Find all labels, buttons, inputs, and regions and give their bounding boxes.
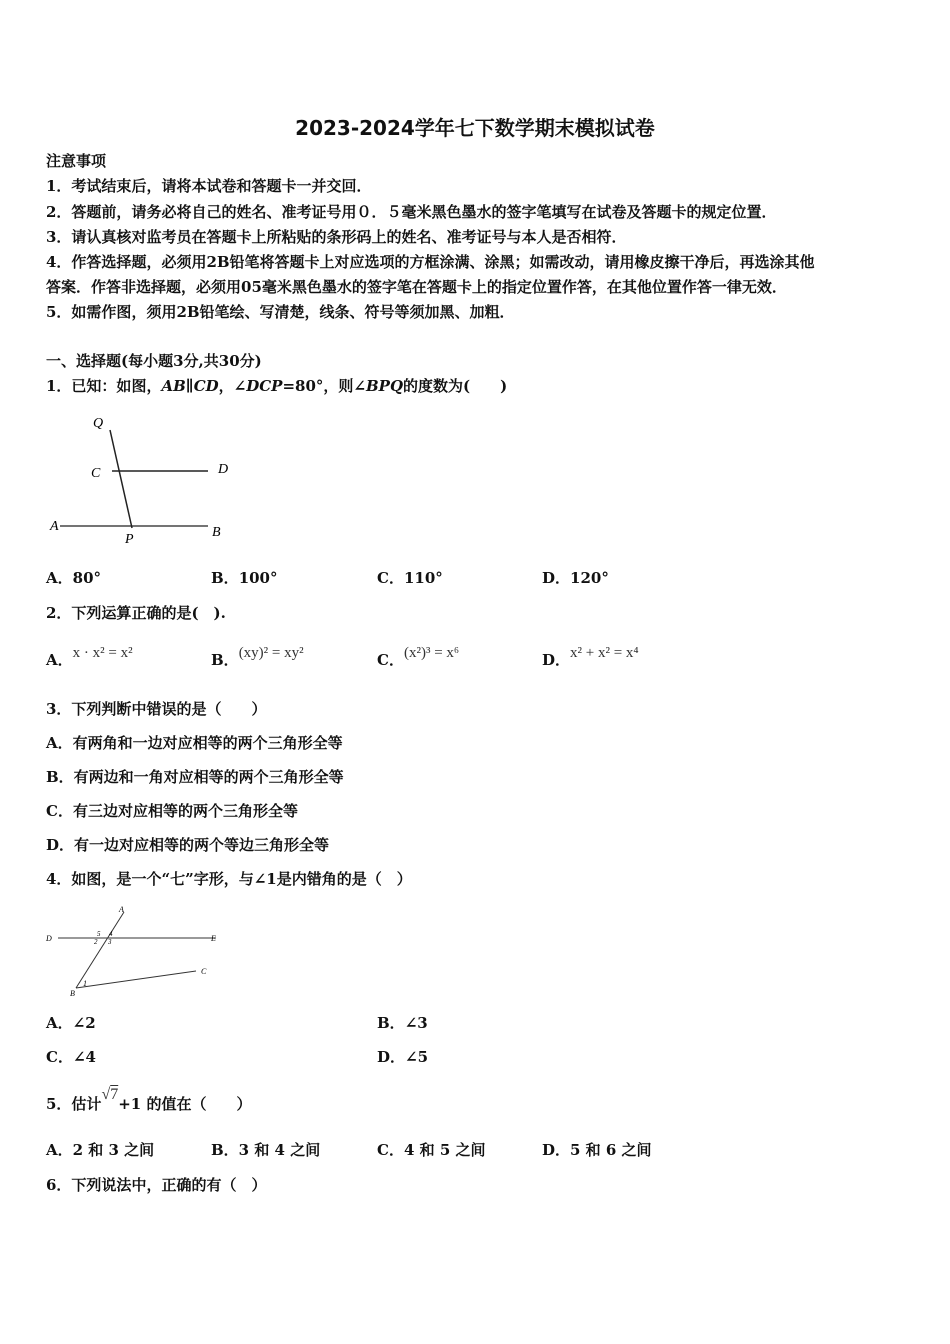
q4-label-1: 1: [83, 979, 87, 988]
q2-option-b[interactable]: B．(xy)² = xy²: [211, 645, 304, 669]
q1-label-d: D: [218, 462, 229, 477]
q1-stem: 1．已知：如图，AB∥CD，∠DCP=80°，则∠BPQ的度数为( ): [46, 377, 508, 395]
q5-option-c[interactable]: C．4 和 5 之间: [377, 1141, 486, 1159]
q4-label-a: A: [119, 905, 124, 914]
q4-label-e: E: [211, 934, 216, 943]
section-heading: 一、选择题(每小题3分,共30分): [46, 352, 262, 370]
q4-option-c[interactable]: C．∠4: [46, 1048, 96, 1066]
q6-stem: 6．下列说法中，正确的有（ ）: [46, 1176, 267, 1194]
q3-option-c[interactable]: C．有三边对应相等的两个三角形全等: [46, 802, 298, 820]
notice-line-4: 4．作答选择题，必须用2B铅笔将答题卡上对应选项的方框涂满、涂黑；如需改动，请用橡皮擦干净后，再选涂其他: [46, 253, 815, 271]
q2-option-c[interactable]: C．(x²)³ = x⁶: [377, 645, 460, 669]
q4-line-bc: [76, 971, 196, 988]
notice-line-5: 答案．作答非选择题，必须用05毫米黑色墨水的签字笔在答题卡上的指定位置作答，在其他位置作答一律无效．: [46, 278, 787, 296]
q2-stem: 2．下列运算正确的是( ).: [46, 604, 226, 622]
q4-option-a[interactable]: A．∠2: [46, 1014, 96, 1032]
q4-line-ab: [76, 912, 124, 988]
q5-stem: 5．估计√7+1 的值在（ ）: [46, 1086, 252, 1113]
q1-label-c: C: [91, 466, 101, 481]
notice-line-3: 3．请认真核对监考员在答题卡上所粘贴的条形码上的姓名、准考证号与本人是否相符．: [46, 228, 627, 246]
q1-option-c[interactable]: C．110°: [377, 569, 443, 587]
q4-label-d: D: [46, 934, 52, 943]
q1-label-a: A: [50, 519, 59, 534]
q5-option-a[interactable]: A．2 和 3 之间: [46, 1141, 155, 1159]
q4-label-5: 5: [97, 930, 101, 938]
notice-line-2: 2．答题前，请务必将自己的姓名、准考证号用０．５毫米黑色墨水的签字笔填写在试卷及答题卡的规定位置．: [46, 203, 777, 221]
q1-option-d[interactable]: D．120°: [542, 569, 609, 587]
q1-label-p: P: [125, 532, 134, 547]
q1-label-b: B: [212, 525, 221, 540]
q4-label-b: B: [70, 989, 75, 998]
q2-option-a[interactable]: A．x · x² = x²: [46, 645, 133, 669]
q3-option-b[interactable]: B．有两边和一角对应相等的两个三角形全等: [46, 768, 344, 786]
q1-option-a[interactable]: A．80°: [46, 569, 102, 587]
q1-option-b[interactable]: B．100°: [211, 569, 278, 587]
q2-option-d[interactable]: D．x² + x² = x⁴: [542, 645, 639, 669]
q5-option-d[interactable]: D．5 和 6 之间: [542, 1141, 652, 1159]
q3-stem: 3．下列判断中错误的是（ ）: [46, 700, 267, 718]
q4-figure: [40, 900, 230, 1000]
q4-stem: 4．如图，是一个“七”字形，与∠1是内错角的是（ ）: [46, 870, 412, 888]
q4-label-2: 2: [94, 938, 98, 946]
q1-line-pq: [110, 430, 132, 528]
q4-label-c: C: [201, 967, 207, 976]
q3-option-a[interactable]: A．有两角和一边对应相等的两个三角形全等: [46, 734, 343, 752]
notice-heading: 注意事项: [46, 152, 107, 170]
page-title: 2023-2024学年七下数学期末模拟试卷: [295, 116, 655, 140]
q4-label-4: 4: [109, 930, 113, 938]
q4-option-b[interactable]: B．∠3: [377, 1014, 428, 1032]
q1-figure: [40, 405, 240, 550]
q3-option-d[interactable]: D．有一边对应相等的两个等边三角形全等: [46, 836, 330, 854]
sqrt-icon: √7: [101, 1086, 119, 1103]
q4-label-3: 3: [108, 938, 112, 946]
notice-line-1: 1．考试结束后，请将本试卷和答题卡一并交回．: [46, 177, 372, 195]
q1-label-q: Q: [93, 416, 104, 431]
q4-option-d[interactable]: D．∠5: [377, 1048, 429, 1066]
notice-line-6: 5．如需作图，须用2B铅笔绘、写清楚，线条、符号等须加黑、加粗．: [46, 303, 515, 321]
q5-option-b[interactable]: B．3 和 4 之间: [211, 1141, 321, 1159]
